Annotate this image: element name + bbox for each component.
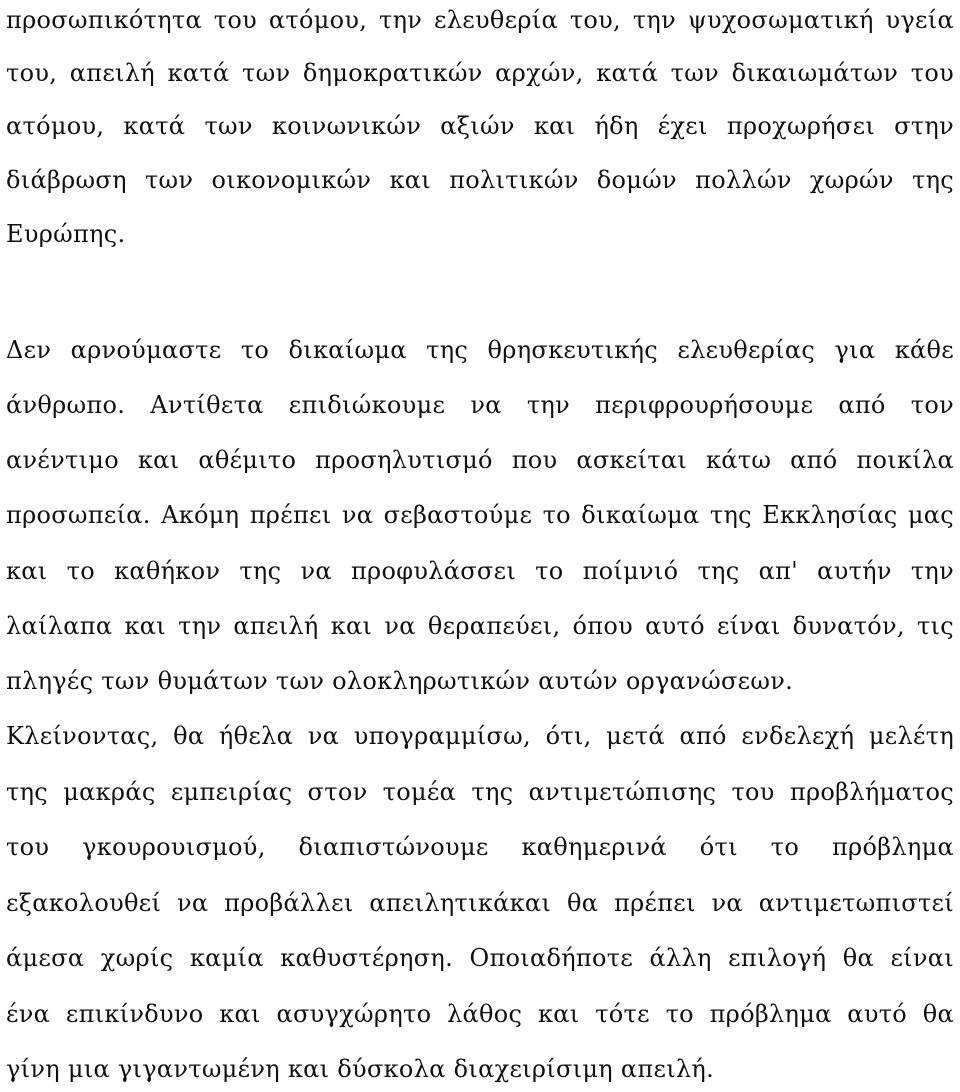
text-line: προσωπεία. Ακόμη πρέπει να σεβαστούμε το δικαίωμα της Εκκλησίας μας — [6, 501, 954, 529]
text-line: άνθρωπο. Αντίθετα επιδιώκουμε να την περιφρουρήσουμε από τον — [6, 391, 954, 419]
text-line: άμεσα χωρίς καμία καθυστέρηση. Οποιαδήποτε άλλη επιλογή θα είναι — [6, 944, 954, 972]
text-line: Δεν αρνούμαστε το δικαίωμα της θρησκευτικής ελευθερίας για κάθε — [6, 336, 954, 364]
text-line: λαίλαπα και την απειλή και να θεραπεύει, όπου αυτό είναι δυνατόν, τις — [6, 612, 954, 640]
text-line: πληγές των θυμάτων των ολοκληρωτικών αυτών οργανώσεων. — [6, 667, 794, 695]
text-line: της μακράς εμπειρίας στον τομέα της αντιμετώπισης του προβλήματος — [6, 778, 954, 806]
text-line: Ευρώπης. — [6, 220, 126, 248]
text-line: ανέντιμο και αθέμιτο προσηλυτισμό που ασκείται κάτω από ποικίλα — [6, 446, 954, 474]
text-line: ένα επικίνδυνο και ασυγχώρητο λάθος και τότε το πρόβλημα αυτό θα — [6, 1000, 954, 1028]
text-line: και το καθήκον της να προφυλάσσει το ποίμνιό της απ' αυτήν την — [6, 557, 954, 585]
text-line: του, απειλή κατά των δημοκρατικών αρχών, κατά των δικαιωμάτων του — [6, 59, 954, 87]
text-line: διάβρωση των οικονομικών και πολιτικών δομών πολλών χωρών της — [6, 166, 954, 194]
text-line: ατόμου, κατά των κοινωνικών αξιών και ήδη έχει προχωρήσει στην — [6, 112, 954, 140]
text-line: γίνη μια γιγαντωμένη και δύσκολα διαχειρίσιμη απειλή. — [6, 1055, 715, 1083]
text-line: του γκουρουισμού, διαπιστώνουμε καθημερινά ότι το πρόβλημα — [6, 833, 954, 861]
text-line: προσωπικότητα του ατόμου, την ελευθερία του, την ψυχοσωματική υγεία — [6, 6, 954, 34]
text-line: εξακολουθεί να προβάλλει απειλητικάκαι θα πρέπει να αντιμετωπιστεί — [6, 889, 954, 917]
text-line: Κλείνοντας, θα ήθελα να υπογραμμίσω, ότι, μετά από ενδελεχή μελέτη — [6, 722, 954, 750]
